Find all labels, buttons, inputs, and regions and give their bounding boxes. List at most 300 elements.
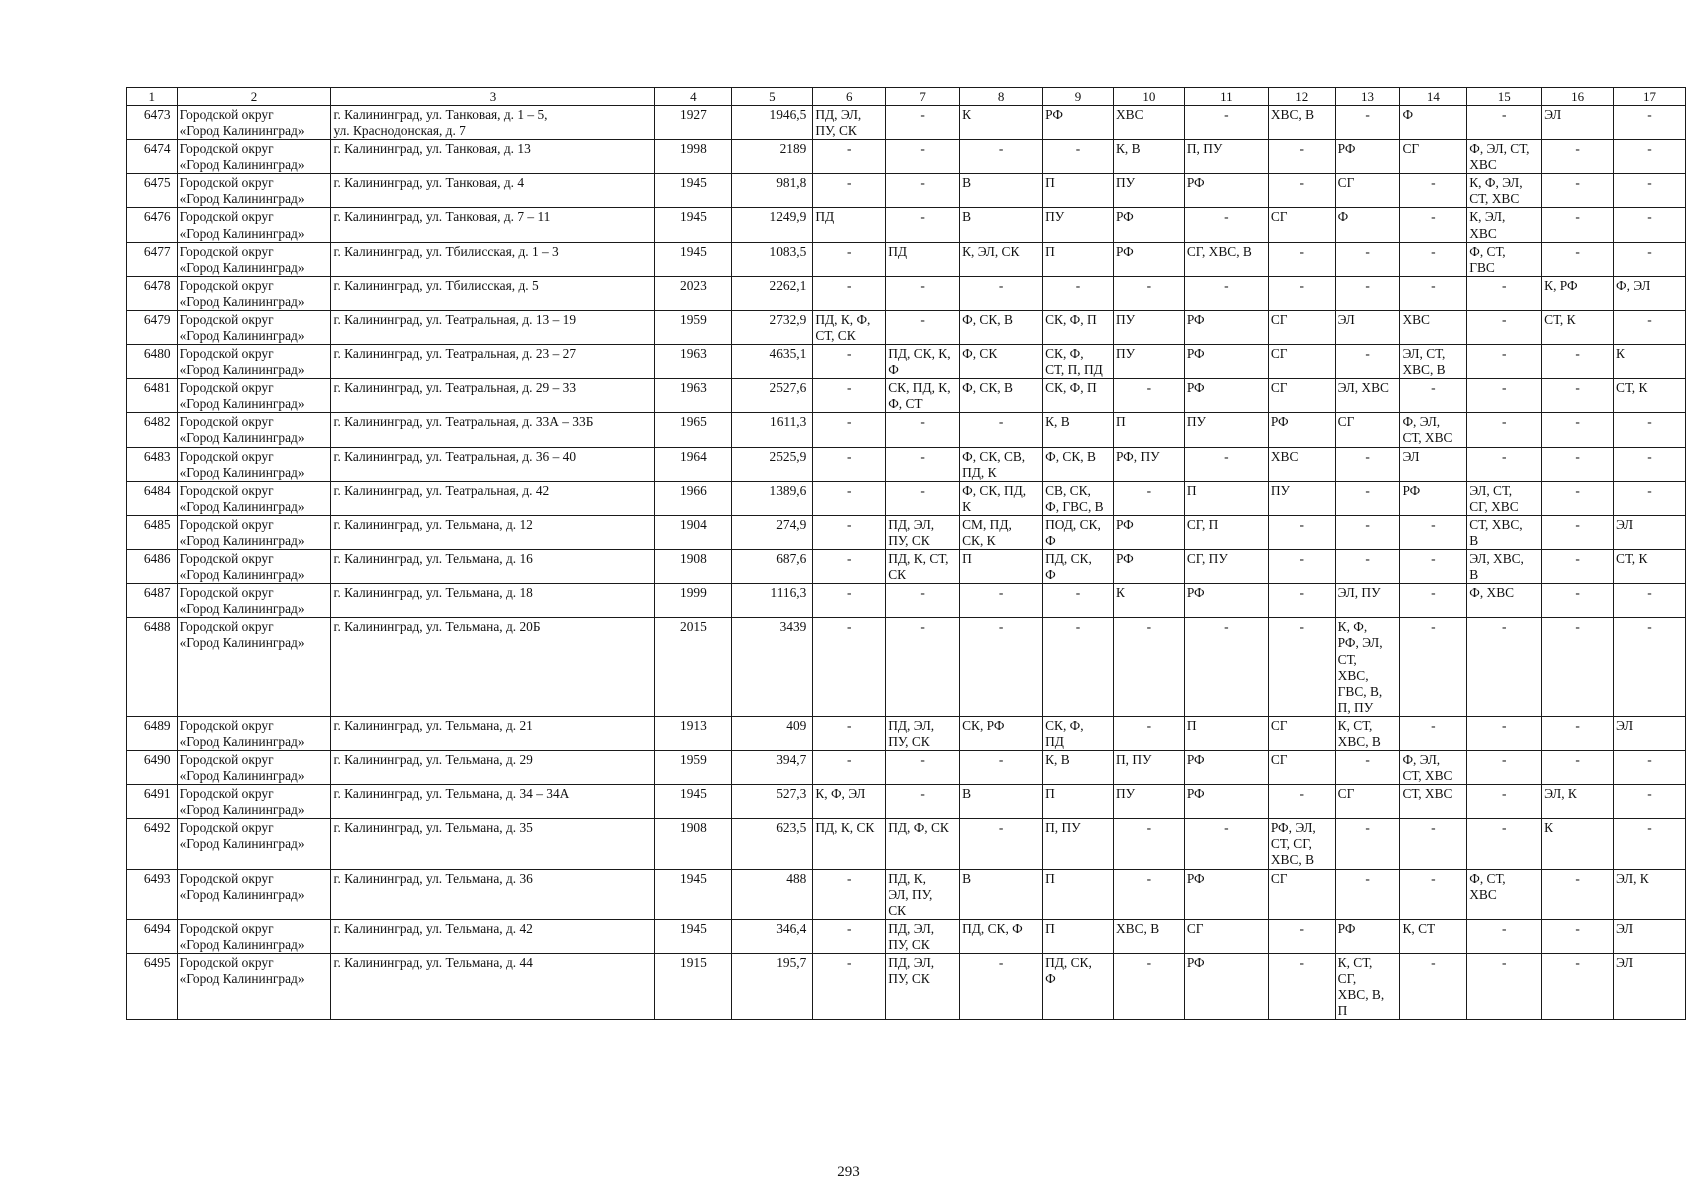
area-cell: 1946,5: [732, 106, 813, 140]
col13-cell: -: [1335, 447, 1400, 481]
col9-cell: П: [1043, 785, 1114, 819]
col15-cell: -: [1467, 345, 1542, 379]
col15-cell: -: [1467, 447, 1542, 481]
table-row: [127, 345, 1686, 379]
table-row: [127, 869, 1686, 919]
col9-cell: СВ, СК, Ф, ГВС, В: [1043, 481, 1114, 515]
row-number-cell: 6477: [127, 242, 178, 276]
col6-cell: ПД, К, СК: [813, 819, 886, 869]
area-cell: 3439: [732, 618, 813, 716]
address-cell: г. Калининград, ул. Танковая, д. 7 – 11: [331, 208, 655, 242]
col15-cell: -: [1467, 953, 1542, 1019]
col7-cell: ПД, ЭЛ, ПУ, СК: [886, 919, 960, 953]
row-number-cell: 6485: [127, 515, 178, 549]
col6-cell: ПД, ЭЛ, ПУ, СК: [813, 106, 886, 140]
year-cell: 1908: [655, 550, 732, 584]
row-number-cell: 6474: [127, 140, 178, 174]
district-cell: Городской округ «Город Калининград»: [177, 242, 331, 276]
district-cell: Городской округ «Город Калининград»: [177, 618, 331, 716]
year-cell: 1904: [655, 515, 732, 549]
address-cell: г. Калининград, ул. Тельмана, д. 20Б: [331, 618, 655, 716]
col16-cell: -: [1542, 413, 1614, 447]
col14-cell: -: [1400, 174, 1467, 208]
address-cell: г. Калининград, ул. Тельмана, д. 29: [331, 750, 655, 784]
col9-cell: СК, Ф, П: [1043, 310, 1114, 344]
col8-cell: Ф, СК, В: [960, 379, 1043, 413]
col13-cell: -: [1335, 481, 1400, 515]
col15-cell: -: [1467, 106, 1542, 140]
col15-cell: К, Ф, ЭЛ, СТ, ХВС: [1467, 174, 1542, 208]
col6-cell: -: [813, 869, 886, 919]
table-row: [127, 276, 1686, 310]
column-header: 6: [813, 88, 886, 106]
col11-cell: РФ: [1184, 869, 1268, 919]
col17-cell: -: [1614, 174, 1686, 208]
year-cell: 1908: [655, 819, 732, 869]
col6-cell: -: [813, 750, 886, 784]
district-cell: Городской округ «Город Калининград»: [177, 919, 331, 953]
district-cell: Городской округ «Город Калининград»: [177, 174, 331, 208]
col12-cell: СГ: [1268, 869, 1335, 919]
table-row: [127, 174, 1686, 208]
col9-cell: ПД, СК, Ф: [1043, 953, 1114, 1019]
col15-cell: Ф, СТ, ХВС: [1467, 869, 1542, 919]
col13-cell: ЭЛ, ПУ: [1335, 584, 1400, 618]
col10-cell: ХВС, В: [1113, 919, 1184, 953]
table-body: [127, 106, 1686, 1020]
col14-cell: РФ: [1400, 481, 1467, 515]
col10-cell: К: [1113, 584, 1184, 618]
table-row: [127, 819, 1686, 869]
year-cell: 1965: [655, 413, 732, 447]
address-cell: г. Калининград, ул. Тельмана, д. 21: [331, 716, 655, 750]
area-cell: 2525,9: [732, 447, 813, 481]
col6-cell: -: [813, 515, 886, 549]
col9-cell: -: [1043, 140, 1114, 174]
col6-cell: -: [813, 953, 886, 1019]
area-cell: 1116,3: [732, 584, 813, 618]
district-cell: Городской округ «Город Калининград»: [177, 750, 331, 784]
district-cell: Городской округ «Город Калининград»: [177, 310, 331, 344]
col11-cell: -: [1184, 106, 1268, 140]
col7-cell: -: [886, 140, 960, 174]
col15-cell: -: [1467, 379, 1542, 413]
year-cell: 1945: [655, 208, 732, 242]
col17-cell: -: [1614, 413, 1686, 447]
col13-cell: ЭЛ, ХВС: [1335, 379, 1400, 413]
col16-cell: -: [1542, 618, 1614, 716]
col17-cell: ЭЛ: [1614, 919, 1686, 953]
year-cell: 1945: [655, 785, 732, 819]
col12-cell: -: [1268, 953, 1335, 1019]
col15-cell: -: [1467, 785, 1542, 819]
col16-cell: -: [1542, 869, 1614, 919]
col13-cell: -: [1335, 819, 1400, 869]
col15-cell: -: [1467, 919, 1542, 953]
table-row: [127, 550, 1686, 584]
col10-cell: -: [1113, 618, 1184, 716]
col17-cell: -: [1614, 584, 1686, 618]
col14-cell: -: [1400, 550, 1467, 584]
table-row: [127, 140, 1686, 174]
col17-cell: -: [1614, 140, 1686, 174]
col7-cell: -: [886, 106, 960, 140]
col12-cell: -: [1268, 550, 1335, 584]
col17-cell: -: [1614, 447, 1686, 481]
col16-cell: -: [1542, 140, 1614, 174]
col8-cell: В: [960, 869, 1043, 919]
table-row: [127, 716, 1686, 750]
col13-cell: К, СТ, ХВС, В: [1335, 716, 1400, 750]
table-row: [127, 106, 1686, 140]
col13-cell: ЭЛ: [1335, 310, 1400, 344]
col12-cell: СГ: [1268, 208, 1335, 242]
col7-cell: -: [886, 447, 960, 481]
col10-cell: ХВС: [1113, 106, 1184, 140]
area-cell: 2732,9: [732, 310, 813, 344]
year-cell: 1963: [655, 345, 732, 379]
col15-cell: Ф, ЭЛ, СТ, ХВС: [1467, 140, 1542, 174]
col6-cell: -: [813, 276, 886, 310]
col15-cell: -: [1467, 819, 1542, 869]
col9-cell: К, В: [1043, 413, 1114, 447]
col8-cell: -: [960, 584, 1043, 618]
col12-cell: СГ: [1268, 310, 1335, 344]
column-header: 11: [1184, 88, 1268, 106]
col11-cell: РФ: [1184, 785, 1268, 819]
column-header: 3: [331, 88, 655, 106]
year-cell: 1999: [655, 584, 732, 618]
year-cell: 1945: [655, 174, 732, 208]
year-cell: 1927: [655, 106, 732, 140]
row-number-cell: 6484: [127, 481, 178, 515]
col8-cell: К: [960, 106, 1043, 140]
col7-cell: ПД, К, ЭЛ, ПУ, СК: [886, 869, 960, 919]
row-number-cell: 6481: [127, 379, 178, 413]
col16-cell: -: [1542, 174, 1614, 208]
address-cell: г. Калининград, ул. Танковая, д. 13: [331, 140, 655, 174]
table-row: [127, 379, 1686, 413]
table-row: [127, 618, 1686, 716]
column-header: 7: [886, 88, 960, 106]
address-cell: г. Калининград, ул. Театральная, д. 29 – 33: [331, 379, 655, 413]
col12-cell: РФ: [1268, 413, 1335, 447]
col9-cell: ПД, СК, Ф: [1043, 550, 1114, 584]
col15-cell: ЭЛ, ХВС, В: [1467, 550, 1542, 584]
col13-cell: -: [1335, 276, 1400, 310]
col8-cell: Ф, СК, СВ, ПД, К: [960, 447, 1043, 481]
year-cell: 1998: [655, 140, 732, 174]
col11-cell: ПУ: [1184, 413, 1268, 447]
col16-cell: -: [1542, 379, 1614, 413]
col17-cell: -: [1614, 481, 1686, 515]
col11-cell: -: [1184, 208, 1268, 242]
col17-cell: ЭЛ, К: [1614, 869, 1686, 919]
col16-cell: -: [1542, 919, 1614, 953]
col12-cell: -: [1268, 515, 1335, 549]
col9-cell: П: [1043, 869, 1114, 919]
col17-cell: СТ, К: [1614, 379, 1686, 413]
column-header: 15: [1467, 88, 1542, 106]
area-cell: 1249,9: [732, 208, 813, 242]
district-cell: Городской округ «Город Калининград»: [177, 208, 331, 242]
col11-cell: РФ: [1184, 345, 1268, 379]
col12-cell: ХВС: [1268, 447, 1335, 481]
col6-cell: -: [813, 447, 886, 481]
year-cell: 1963: [655, 379, 732, 413]
col12-cell: -: [1268, 174, 1335, 208]
row-number-cell: 6491: [127, 785, 178, 819]
col9-cell: -: [1043, 276, 1114, 310]
col14-cell: -: [1400, 208, 1467, 242]
col14-cell: Ф: [1400, 106, 1467, 140]
col7-cell: ПД, ЭЛ, ПУ, СК: [886, 515, 960, 549]
col12-cell: -: [1268, 242, 1335, 276]
col13-cell: К, Ф, РФ, ЭЛ, СТ, ХВС, ГВС, В, П, ПУ: [1335, 618, 1400, 716]
col17-cell: СТ, К: [1614, 550, 1686, 584]
col7-cell: -: [886, 276, 960, 310]
table-row: [127, 785, 1686, 819]
year-cell: 2015: [655, 618, 732, 716]
col15-cell: -: [1467, 310, 1542, 344]
col12-cell: -: [1268, 618, 1335, 716]
col9-cell: -: [1043, 584, 1114, 618]
col16-cell: -: [1542, 208, 1614, 242]
year-cell: 2023: [655, 276, 732, 310]
col12-cell: СГ: [1268, 716, 1335, 750]
col8-cell: -: [960, 618, 1043, 716]
col7-cell: ПД, ЭЛ, ПУ, СК: [886, 716, 960, 750]
col11-cell: -: [1184, 819, 1268, 869]
col11-cell: -: [1184, 618, 1268, 716]
area-cell: 623,5: [732, 819, 813, 869]
col12-cell: -: [1268, 140, 1335, 174]
col16-cell: СТ, К: [1542, 310, 1614, 344]
district-cell: Городской округ «Город Калининград»: [177, 819, 331, 869]
col16-cell: К: [1542, 819, 1614, 869]
district-cell: Городской округ «Город Калининград»: [177, 550, 331, 584]
col6-cell: -: [813, 618, 886, 716]
row-number-cell: 6489: [127, 716, 178, 750]
col13-cell: СГ: [1335, 174, 1400, 208]
year-cell: 1964: [655, 447, 732, 481]
column-header: 17: [1614, 88, 1686, 106]
col16-cell: -: [1542, 953, 1614, 1019]
year-cell: 1959: [655, 310, 732, 344]
table-row: [127, 208, 1686, 242]
col6-cell: -: [813, 481, 886, 515]
row-number-cell: 6483: [127, 447, 178, 481]
col7-cell: -: [886, 208, 960, 242]
col6-cell: -: [813, 919, 886, 953]
col7-cell: -: [886, 174, 960, 208]
table-row: [127, 413, 1686, 447]
col16-cell: К, РФ: [1542, 276, 1614, 310]
col10-cell: ПУ: [1113, 174, 1184, 208]
col8-cell: Ф, СК: [960, 345, 1043, 379]
col7-cell: ПД: [886, 242, 960, 276]
col11-cell: РФ: [1184, 379, 1268, 413]
address-cell: г. Калининград, ул. Тельмана, д. 35: [331, 819, 655, 869]
col13-cell: Ф: [1335, 208, 1400, 242]
header-row: [127, 88, 1686, 106]
column-header: 16: [1542, 88, 1614, 106]
column-header: 2: [177, 88, 331, 106]
district-cell: Городской округ «Город Калининград»: [177, 785, 331, 819]
table-row: [127, 481, 1686, 515]
col10-cell: РФ: [1113, 550, 1184, 584]
col17-cell: -: [1614, 242, 1686, 276]
area-cell: 409: [732, 716, 813, 750]
column-header: 1: [127, 88, 178, 106]
col8-cell: Ф, СК, ПД, К: [960, 481, 1043, 515]
district-cell: Городской округ «Город Калининград»: [177, 106, 331, 140]
col14-cell: ХВС: [1400, 310, 1467, 344]
col13-cell: -: [1335, 242, 1400, 276]
row-number-cell: 6486: [127, 550, 178, 584]
col15-cell: ЭЛ, СТ, СГ, ХВС: [1467, 481, 1542, 515]
area-cell: 2189: [732, 140, 813, 174]
address-cell: г. Калининград, ул. Танковая, д. 1 – 5, ул. Краснодонская, д. 7: [331, 106, 655, 140]
col7-cell: ПД, Ф, СК: [886, 819, 960, 869]
row-number-cell: 6478: [127, 276, 178, 310]
col13-cell: -: [1335, 550, 1400, 584]
col14-cell: -: [1400, 819, 1467, 869]
col8-cell: -: [960, 276, 1043, 310]
address-cell: г. Калининград, ул. Тельмана, д. 12: [331, 515, 655, 549]
year-cell: 1959: [655, 750, 732, 784]
table-row: [127, 515, 1686, 549]
col17-cell: -: [1614, 618, 1686, 716]
col11-cell: СГ, ПУ: [1184, 550, 1268, 584]
district-cell: Городской округ «Город Калининград»: [177, 379, 331, 413]
col10-cell: РФ: [1113, 515, 1184, 549]
address-cell: г. Калининград, ул. Тбилисская, д. 5: [331, 276, 655, 310]
page-number: 293: [837, 1164, 860, 1180]
district-cell: Городской округ «Город Калининград»: [177, 140, 331, 174]
col13-cell: РФ: [1335, 919, 1400, 953]
col15-cell: Ф, СТ, ГВС: [1467, 242, 1542, 276]
col11-cell: РФ: [1184, 174, 1268, 208]
col14-cell: -: [1400, 953, 1467, 1019]
col11-cell: РФ: [1184, 953, 1268, 1019]
col6-cell: -: [813, 716, 886, 750]
col14-cell: -: [1400, 716, 1467, 750]
table-row: [127, 447, 1686, 481]
col8-cell: -: [960, 413, 1043, 447]
area-cell: 488: [732, 869, 813, 919]
col17-cell: -: [1614, 785, 1686, 819]
col11-cell: П: [1184, 716, 1268, 750]
col9-cell: Ф, СК, В: [1043, 447, 1114, 481]
col14-cell: -: [1400, 515, 1467, 549]
col14-cell: ЭЛ: [1400, 447, 1467, 481]
col13-cell: РФ: [1335, 140, 1400, 174]
address-cell: г. Калининград, ул. Танковая, д. 4: [331, 174, 655, 208]
col14-cell: -: [1400, 618, 1467, 716]
year-cell: 1945: [655, 919, 732, 953]
col6-cell: ПД, К, Ф, СТ, СК: [813, 310, 886, 344]
address-cell: г. Калининград, ул. Тельмана, д. 44: [331, 953, 655, 1019]
col17-cell: ЭЛ: [1614, 953, 1686, 1019]
col6-cell: -: [813, 140, 886, 174]
address-cell: г. Калининград, ул. Тельмана, д. 18: [331, 584, 655, 618]
area-cell: 195,7: [732, 953, 813, 1019]
col9-cell: ПОД, СК, Ф: [1043, 515, 1114, 549]
col8-cell: П: [960, 550, 1043, 584]
col15-cell: -: [1467, 413, 1542, 447]
col11-cell: РФ: [1184, 310, 1268, 344]
col12-cell: РФ, ЭЛ, СТ, СГ, ХВС, В: [1268, 819, 1335, 869]
col10-cell: -: [1113, 276, 1184, 310]
col13-cell: К, СТ, СГ, ХВС, В, П: [1335, 953, 1400, 1019]
col12-cell: ХВС, В: [1268, 106, 1335, 140]
col10-cell: РФ, ПУ: [1113, 447, 1184, 481]
row-number-cell: 6490: [127, 750, 178, 784]
row-number-cell: 6482: [127, 413, 178, 447]
col9-cell: П: [1043, 174, 1114, 208]
address-cell: г. Калининград, ул. Тбилисская, д. 1 – 3: [331, 242, 655, 276]
col8-cell: -: [960, 953, 1043, 1019]
col16-cell: -: [1542, 750, 1614, 784]
col9-cell: РФ: [1043, 106, 1114, 140]
col11-cell: СГ, ХВС, В: [1184, 242, 1268, 276]
table-row: [127, 953, 1686, 1019]
col6-cell: ПД: [813, 208, 886, 242]
col10-cell: П, ПУ: [1113, 750, 1184, 784]
col10-cell: К, В: [1113, 140, 1184, 174]
col8-cell: В: [960, 174, 1043, 208]
col7-cell: -: [886, 618, 960, 716]
col8-cell: В: [960, 208, 1043, 242]
col17-cell: -: [1614, 208, 1686, 242]
address-cell: г. Калининград, ул. Тельмана, д. 34 – 34А: [331, 785, 655, 819]
col13-cell: -: [1335, 106, 1400, 140]
table-header: [127, 88, 1686, 106]
col7-cell: -: [886, 584, 960, 618]
col11-cell: РФ: [1184, 584, 1268, 618]
col16-cell: -: [1542, 481, 1614, 515]
col16-cell: ЭЛ: [1542, 106, 1614, 140]
column-header: 5: [732, 88, 813, 106]
table-row: [127, 242, 1686, 276]
col12-cell: ПУ: [1268, 481, 1335, 515]
col10-cell: РФ: [1113, 242, 1184, 276]
col10-cell: ПУ: [1113, 345, 1184, 379]
col9-cell: П, ПУ: [1043, 819, 1114, 869]
column-header: 8: [960, 88, 1043, 106]
col17-cell: ЭЛ: [1614, 515, 1686, 549]
col7-cell: -: [886, 750, 960, 784]
col9-cell: К, В: [1043, 750, 1114, 784]
col10-cell: -: [1113, 716, 1184, 750]
col15-cell: -: [1467, 276, 1542, 310]
district-cell: Городской округ «Город Калининград»: [177, 953, 331, 1019]
col10-cell: РФ: [1113, 208, 1184, 242]
col11-cell: П: [1184, 481, 1268, 515]
year-cell: 1945: [655, 242, 732, 276]
col14-cell: -: [1400, 276, 1467, 310]
col15-cell: -: [1467, 618, 1542, 716]
column-header: 4: [655, 88, 732, 106]
column-header: 10: [1113, 88, 1184, 106]
area-cell: 1611,3: [732, 413, 813, 447]
col9-cell: ПУ: [1043, 208, 1114, 242]
col7-cell: ПД, СК, К, Ф: [886, 345, 960, 379]
col14-cell: К, СТ: [1400, 919, 1467, 953]
column-header: 9: [1043, 88, 1114, 106]
col14-cell: СТ, ХВС: [1400, 785, 1467, 819]
